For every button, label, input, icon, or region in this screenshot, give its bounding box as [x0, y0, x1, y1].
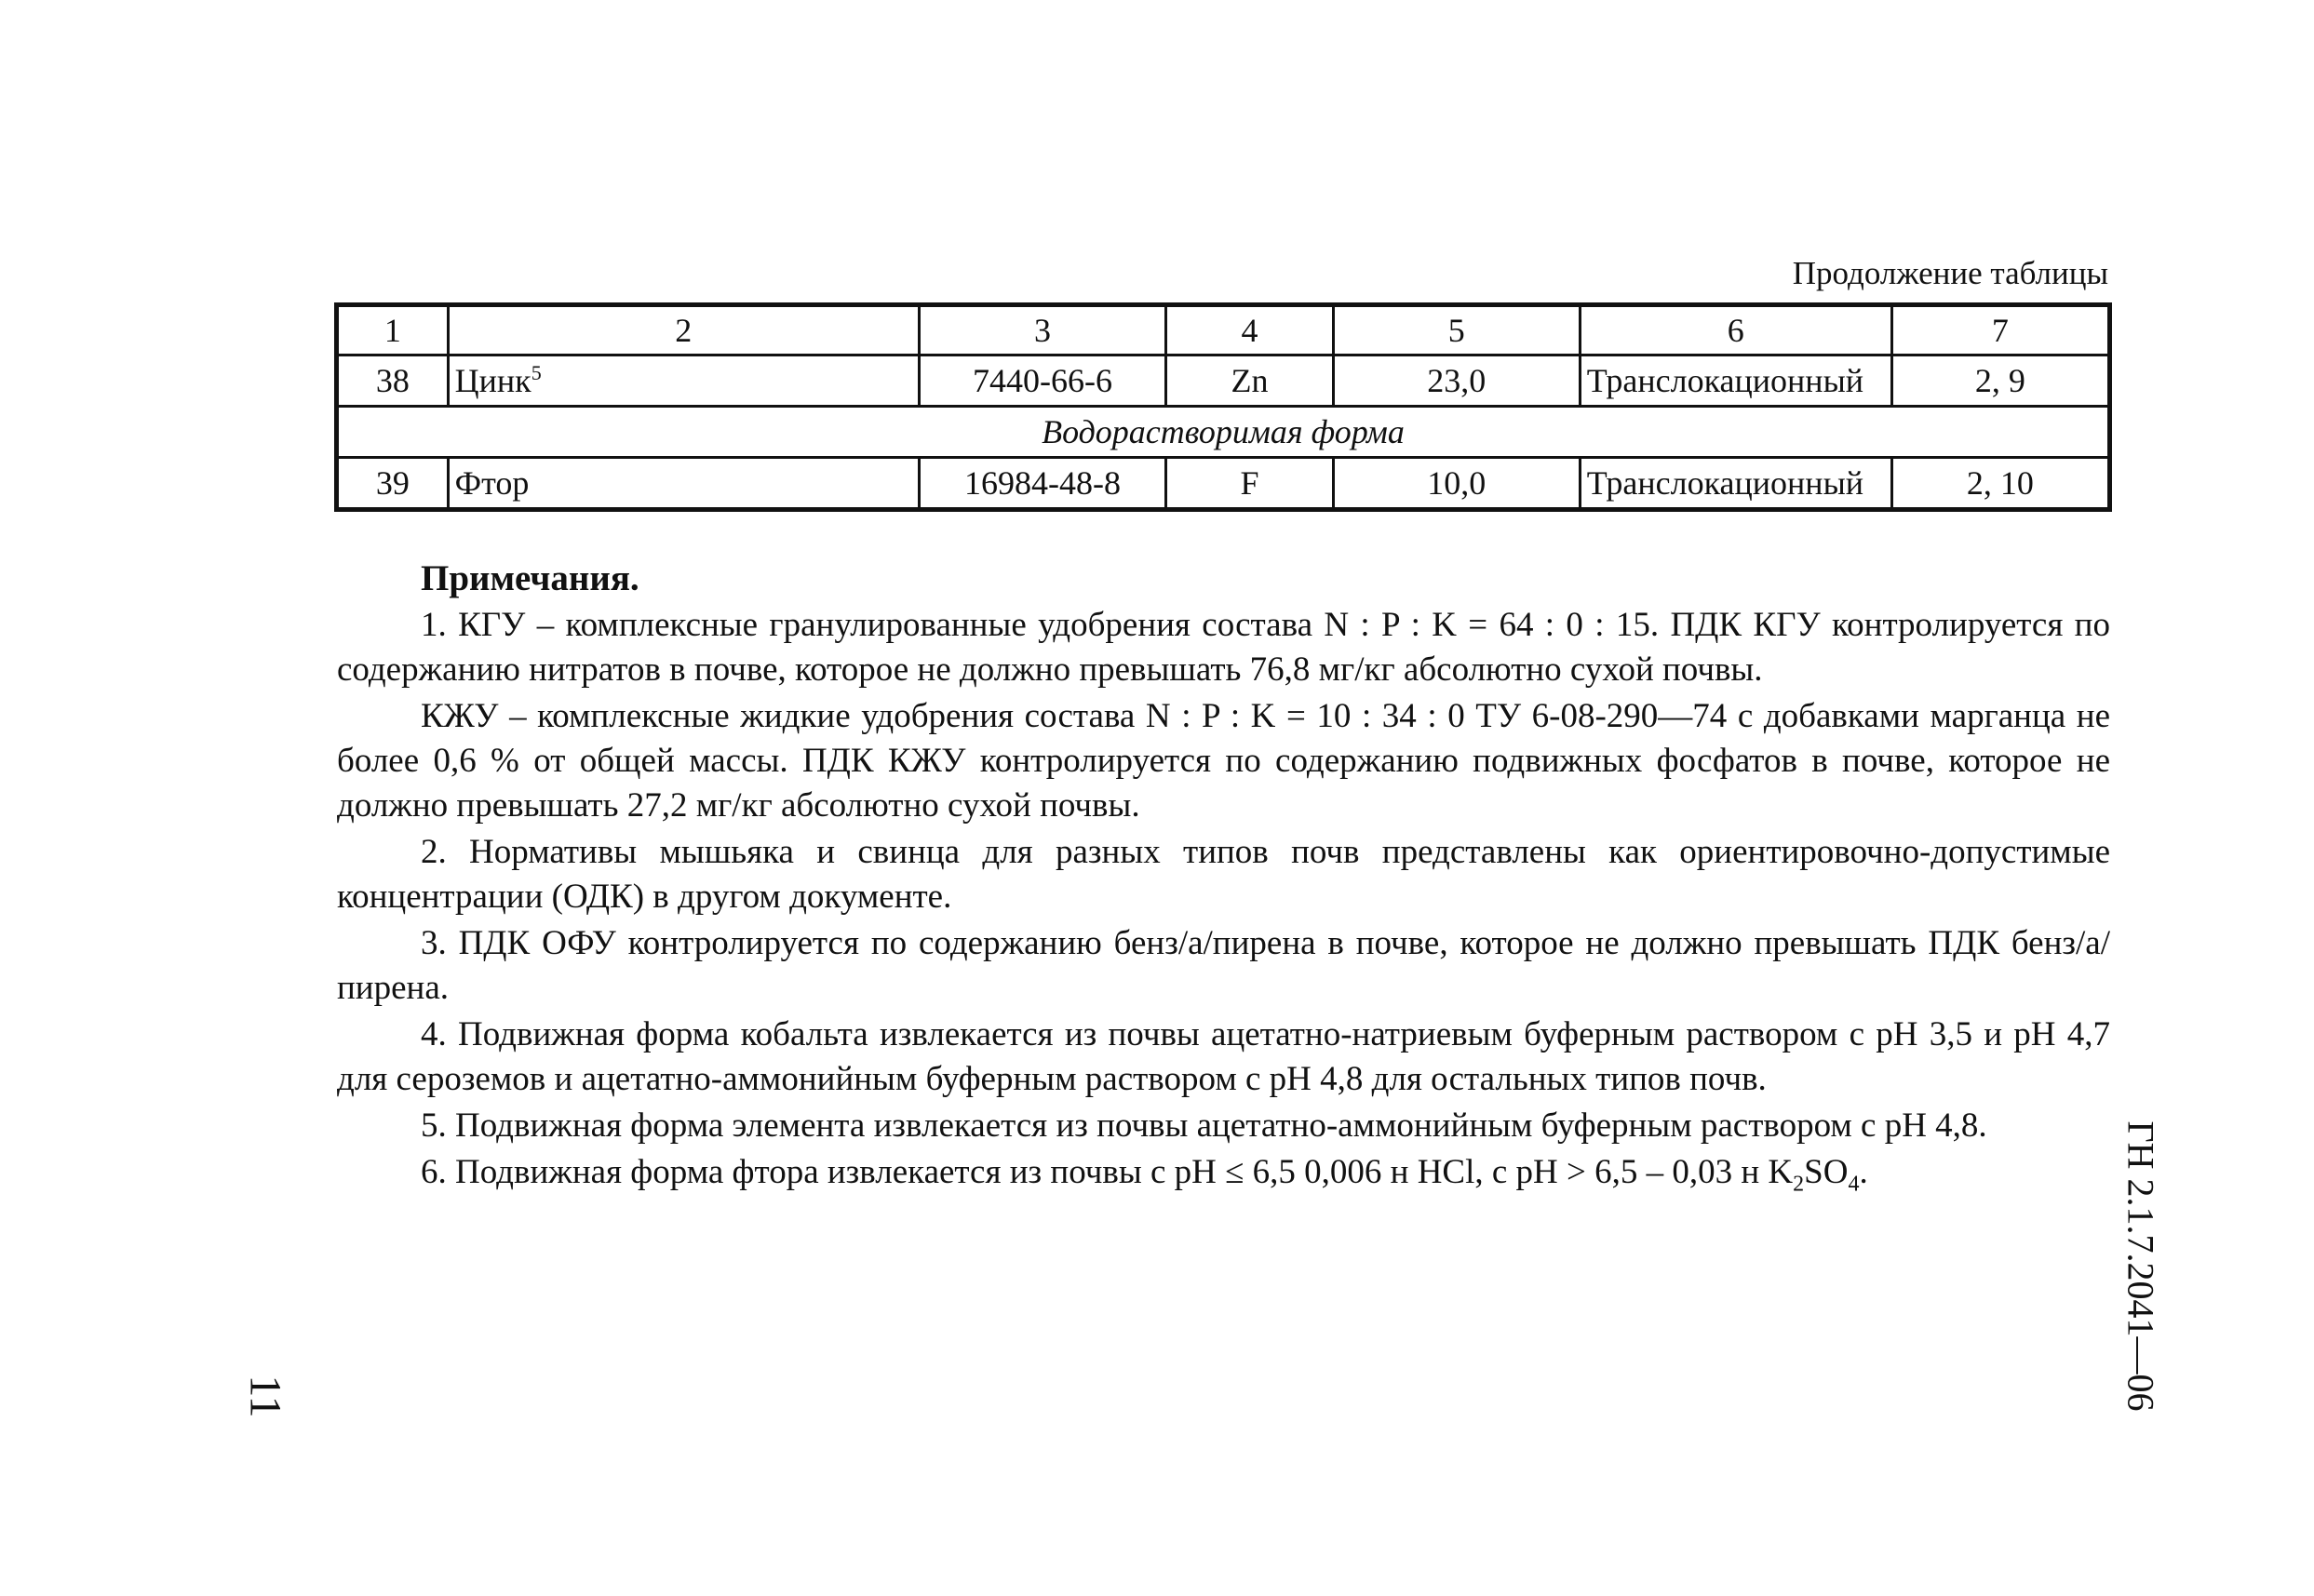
- column-header: 4: [1166, 305, 1333, 355]
- note-6-formula: SO: [1804, 1153, 1849, 1191]
- table-continuation-label: Продолжение таблицы: [1792, 255, 2108, 291]
- page-number: [233, 1359, 298, 1433]
- page-number-text: 11: [240, 1374, 290, 1418]
- footnote-ref: 5: [531, 361, 542, 384]
- hazard-indicator: Транслокационный: [1580, 458, 1891, 510]
- column-header: 7: [1891, 305, 2109, 355]
- column-header: 5: [1333, 305, 1580, 355]
- note-item: 5. Подвижная форма элемента извлекается из почвы ацетатно-аммонийным буферным раствором с pH 4,8.: [421, 1106, 1987, 1145]
- column-header: 6: [1580, 305, 1891, 355]
- hazard-indicator: Транслокационный: [1580, 355, 1891, 407]
- limit-value: 10,0: [1333, 458, 1580, 510]
- cas-number: 16984-48-8: [919, 458, 1166, 510]
- method-refs: 2, 9: [1891, 355, 2109, 407]
- chemical-formula: F: [1166, 458, 1333, 510]
- note-item-6: [337, 1150, 2110, 1195]
- column-header: 2: [448, 305, 919, 355]
- note-item: КЖУ – комплексные жидкие удобрения состава N : P : K = 10 : 34 : 0 ТУ 6-08-290—74 с добавками марганца не более 0,6 % от общей массы. ПДК КЖУ контролируется по содержанию подвижных фосфатов в почве, которое не должно превышать 27,2 мг/кг абсолютно сухой почвы.: [337, 697, 2110, 825]
- table-section-row: [337, 407, 2110, 458]
- column-header: 3: [919, 305, 1166, 355]
- document-code-text: ГН 2.1.7.2041—06: [2119, 1120, 2162, 1412]
- notes-section: [337, 557, 2110, 1197]
- note-item: 4. Подвижная форма кобальта извлекается из почвы ацетатно-натриевым буферным раствором с pH 3,5 и pH 4,7 для сероземов и ацетатно-аммонийным буферным раствором с pH 4,8 для остальных типов почв.: [337, 1015, 2110, 1098]
- limit-value: 23,0: [1333, 355, 1580, 407]
- subscript: 4: [1848, 1172, 1860, 1197]
- table-row: [337, 458, 2110, 510]
- notes-title: Примечания.: [421, 558, 639, 598]
- subscript: 2: [1793, 1172, 1805, 1197]
- substance-name: Фтор: [448, 458, 919, 510]
- chemical-formula: Zn: [1166, 355, 1333, 407]
- note-item: 2. Нормативы мышьяка и свинца для разных типов почв представлены как ориентировочно-допустимые концентрации (ОДК) в другом документе.: [337, 833, 2110, 916]
- note-6-end: .: [1859, 1153, 1868, 1191]
- substance-name: Цинк: [454, 362, 531, 399]
- column-header: 1: [337, 305, 449, 355]
- note-item: 1. КГУ – комплексные гранулированные удобрения состава N : P : K = 64 : 0 : 15. ПДК КГУ контролируется по содержанию нитратов в почве, которое не должно превышать 76,8 мг/кг абсолютно сухой почвы.: [337, 606, 2110, 689]
- note-item: 3. ПДК ОФУ контролируется по содержанию бенз/а/пирена в почве, которое не должно превышать ПДК бенз/а/пирена.: [337, 924, 2110, 1007]
- note-6-text: 6. Подвижная форма фтора извлекается из почвы с pH ≤ 6,5 0,006 н HCl, с pH > 6,5 – 0,03 н K: [421, 1153, 1794, 1191]
- section-title: Водорастворимая форма: [337, 407, 2110, 458]
- cas-number: 7440-66-6: [919, 355, 1166, 407]
- method-refs: 2, 10: [1891, 458, 2109, 510]
- row-number: 38: [337, 355, 449, 407]
- row-number: 39: [337, 458, 449, 510]
- table-header-row: [337, 305, 2110, 355]
- document-code: [2113, 1089, 2169, 1442]
- table-row: [337, 355, 2110, 407]
- substance-name-cell: [448, 355, 919, 407]
- data-table: [334, 302, 2112, 512]
